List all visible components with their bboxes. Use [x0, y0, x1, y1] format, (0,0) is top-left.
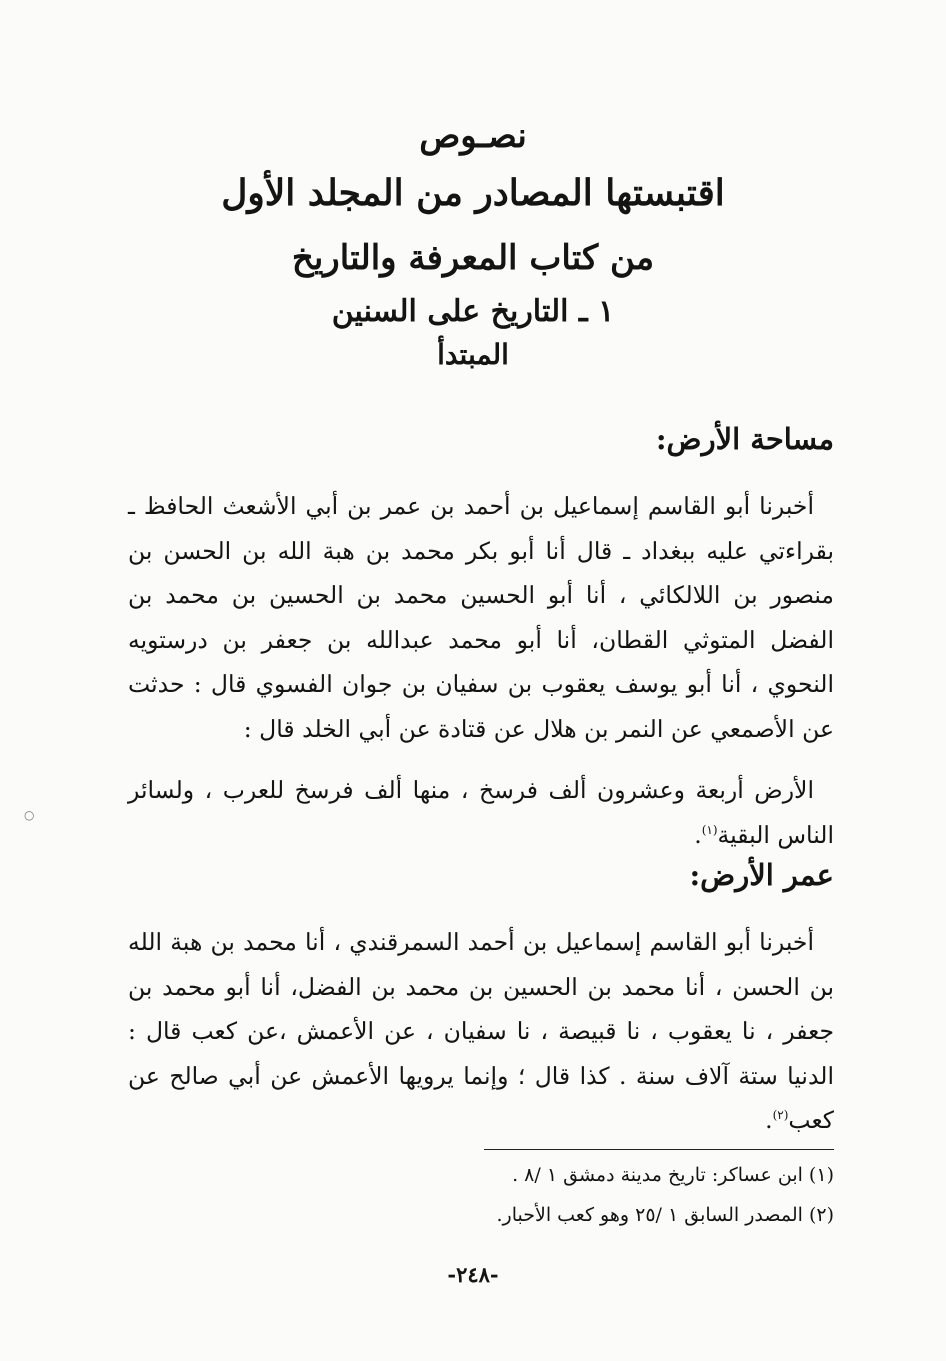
footnote-marker-2: (٢)	[772, 1108, 789, 1123]
paragraph-earth-age	[128, 920, 834, 1143]
paragraph-earth-area-text	[128, 768, 834, 857]
page-number: -٢٤٨-	[447, 1262, 499, 1287]
footnote-marker-1: (١)	[701, 822, 718, 837]
heading-beginning: المبتدأ	[437, 338, 509, 371]
period: .	[694, 820, 702, 849]
footnote-divider	[484, 1149, 834, 1150]
footnote-2: (٢) المصدر السابق ١ /٢٥ وهو كعب الأحبار.	[496, 1204, 834, 1226]
heading-chapter: ١ ـ التاريخ على السنين	[331, 294, 615, 329]
heading-texts: نصـوص	[419, 116, 527, 156]
section-title-earth-age: عمر الأرض:	[689, 858, 834, 892]
heading-quoted-sources: اقتبستها المصادر من المجلد الأول	[221, 172, 725, 214]
footnote-1: (١) ابن عساكر: تاريخ مدينة دمشق ١ /٨ .	[512, 1164, 834, 1186]
heading-book-title: من كتاب المعرفة والتاريخ	[291, 238, 655, 278]
paragraph-earth-area-body: الأرض أربعة وعشرون ألف فرسخ ، منها ألف فرسخ للعرب ، ولسائر الناس البقية	[128, 776, 834, 849]
period: .	[765, 1106, 773, 1134]
section-title-earth-area: مساحة الأرض:	[655, 422, 834, 456]
paragraph-earth-age-body: أخبرنا أبو القاسم إسماعيل بن أحمد السمرقندي ، أنا محمد بن هبة الله بن الحسن ، أنا محمد بن الحسين بن محمد بن الفضل، أنا أبو محمد بن جعفر ، نا يعقوب ، نا قبيصة ، نا سفيان ، عن الأعمش ،عن كعب قال : الدنيا ستة آلاف سنة . كذا قال ؛ وإنما يرويها الأعمش عن أبي صالح عن كعب	[128, 928, 834, 1134]
paragraph-earth-area-isnad: أخبرنا أبو القاسم إسماعيل بن أحمد بن عمر بن أبي الأشعث الحافظ ـ بقراءتي عليه ببغداد ـ قال أنا أبو بكر محمد بن هبة الله بن الحسن بن منصور بن اللالكائي ، أنا أبو الحسين محمد بن الحسين بن محمد بن الفضل المتوثي القطان، أنا أبو محمد عبدالله بن جعفر بن درستويه النحوي ، أنا أبو يوسف يعقوب بن سفيان بن جوان الفسوي قال : حدثت عن الأصمعي عن النمر بن هلال عن قتادة عن أبي الخلد قال :	[128, 492, 834, 743]
margin-mark: ○	[24, 808, 35, 822]
